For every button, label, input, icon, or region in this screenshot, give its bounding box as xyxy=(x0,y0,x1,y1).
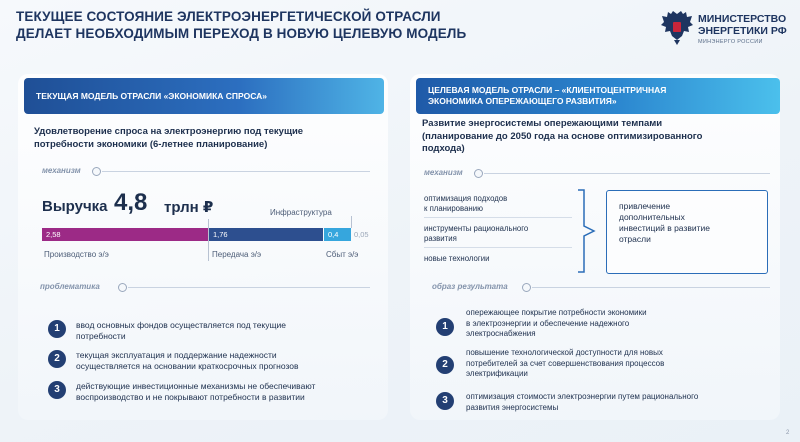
ministry-name-line: МИНИСТЕРСТВО xyxy=(698,13,787,25)
current-model-panel xyxy=(18,74,388,420)
mechanism-item xyxy=(424,194,507,214)
result-line: опережающее покрытие потребности экономики xyxy=(466,308,647,317)
problem-line: осуществляется на основании краткосрочных прогнозов xyxy=(76,361,299,371)
target-outcome-box xyxy=(606,190,768,274)
problem-item xyxy=(76,381,315,403)
ministry-name xyxy=(698,13,787,37)
problem-number: 2 xyxy=(48,350,66,368)
sales-bar: 0,4 xyxy=(324,228,351,241)
page-title xyxy=(16,8,576,42)
lead-line: Удовлетворение спроса на электроэнергию под текущие xyxy=(34,126,304,137)
lead-line: Развитие энергосистемы опережающими темпами xyxy=(422,118,663,129)
sales-segment-label: Сбыт э/э xyxy=(326,250,359,259)
result-item xyxy=(466,348,664,380)
problem-number: 3 xyxy=(48,381,66,399)
section-dot xyxy=(92,167,101,176)
target-line: дополнительных xyxy=(619,212,685,222)
current-model-header: ТЕКУЩАЯ МОДЕЛЬ ОТРАСЛИ «ЭКОНОМИКА СПРОСА» xyxy=(24,78,384,114)
target-line: отрасли xyxy=(619,234,651,244)
result-number: 2 xyxy=(436,356,454,374)
problems-label: проблематика xyxy=(40,282,100,291)
target-model-header xyxy=(416,78,780,114)
target-line: инвестиций в развитие xyxy=(619,223,710,233)
problem-line: потребности xyxy=(76,331,126,341)
section-divider xyxy=(532,287,770,288)
results-label: образ результата xyxy=(432,282,508,291)
header-line: ЭКОНОМИКА ОПЕРЕЖАЮЩЕГО РАЗВИТИЯ» xyxy=(428,96,617,106)
target-model-lead xyxy=(422,118,762,156)
target-line: привлечение xyxy=(619,201,671,211)
page-number: 2 xyxy=(786,430,790,436)
mechanism-item xyxy=(424,224,528,244)
section-divider xyxy=(128,287,370,288)
mechanism-label: механизм xyxy=(424,168,463,177)
result-line: электрификации xyxy=(466,369,528,378)
header-line: ЦЕЛЕВАЯ МОДЕЛЬ ОТРАСЛИ – «КЛИЕНТОЦЕНТРИЧНАЯ xyxy=(428,85,667,95)
infrastructure-label: Инфраструктура xyxy=(270,208,332,217)
mechanism-line: развития xyxy=(424,234,457,243)
double-eagle-emblem-icon xyxy=(660,10,694,46)
result-line: электроснабжения xyxy=(466,329,536,338)
mechanism-line: новые технологии xyxy=(424,254,490,263)
problem-line: текущая эксплуатация и поддержание надежности xyxy=(76,350,277,360)
current-model-lead xyxy=(34,126,374,151)
mechanism-label: механизм xyxy=(42,166,81,175)
problem-line: ввод основных фондов осуществляется под текущие xyxy=(76,320,286,330)
section-dot xyxy=(474,169,483,178)
problem-line: действующие инвестиционные механизмы не обеспечивают xyxy=(76,381,316,391)
problem-number: 1 xyxy=(48,320,66,338)
lead-line: потребности экономики (6-летнее планирование) xyxy=(34,138,268,150)
mechanism-line: инструменты рационального xyxy=(424,224,529,233)
problem-line: воспроизводство и не покрывают потребности в развитии xyxy=(76,392,305,402)
bar-tick xyxy=(351,216,352,228)
target-model-panel xyxy=(410,74,780,420)
transmission-bar: 1,76 xyxy=(209,228,323,241)
production-bar: 2,58 xyxy=(42,228,208,241)
result-item xyxy=(466,308,647,340)
mechanism-item xyxy=(424,254,489,264)
mechanism-divider xyxy=(424,247,572,248)
result-item xyxy=(466,392,698,413)
revenue-unit: трлн ₽ xyxy=(164,199,214,216)
revenue-value: 4,8 xyxy=(114,189,148,216)
mechanism-line: оптимизация подходов xyxy=(424,194,508,203)
result-number: 3 xyxy=(436,392,454,410)
section-divider xyxy=(484,173,770,174)
result-line: в электроэнергии и обеспечение надежного xyxy=(466,318,630,328)
production-segment-label: Производство э/э xyxy=(44,250,109,259)
page-title-line: ТЕКУЩЕЕ СОСТОЯНИЕ ЭЛЕКТРОЭНЕРГЕТИЧЕСКОЙ ОТРАСЛИ xyxy=(16,9,441,24)
lead-line: подхода) xyxy=(422,143,465,154)
result-line: развития энергосистемы xyxy=(466,402,559,412)
ministry-logo xyxy=(660,10,790,50)
ministry-name-line: ЭНЕРГЕТИКИ РФ xyxy=(698,25,787,37)
section-dot xyxy=(522,283,531,292)
transmission-segment-label: Передача э/э xyxy=(212,250,262,259)
result-line: оптимизация стоимости электроэнергии путем рационального xyxy=(466,392,699,401)
section-dot xyxy=(118,283,127,292)
problem-item xyxy=(76,320,286,342)
mechanism-divider xyxy=(424,217,572,218)
lead-line: (планирование до 2050 года на основе оптимизированного xyxy=(422,130,703,142)
mechanism-line: к планированию xyxy=(424,204,483,213)
page-title-line: ДЕЛАЕТ НЕОБХОДИМЫМ ПЕРЕХОД В НОВУЮ ЦЕЛЕВУЮ МОДЕЛЬ xyxy=(16,26,467,41)
result-line: потребителей за счет совершенствования процессов xyxy=(466,358,665,368)
problem-item xyxy=(76,350,299,372)
ministry-subtitle: МИНЭНЕРГО РОССИИ xyxy=(698,39,763,45)
result-number: 1 xyxy=(436,318,454,336)
result-line: повышение технологической доступности для новых xyxy=(466,348,663,357)
brace-arrow-icon xyxy=(576,188,596,274)
revenue-label: Выручка xyxy=(42,198,108,215)
section-divider xyxy=(102,171,370,172)
other-bar-value: 0,05 xyxy=(354,230,369,239)
